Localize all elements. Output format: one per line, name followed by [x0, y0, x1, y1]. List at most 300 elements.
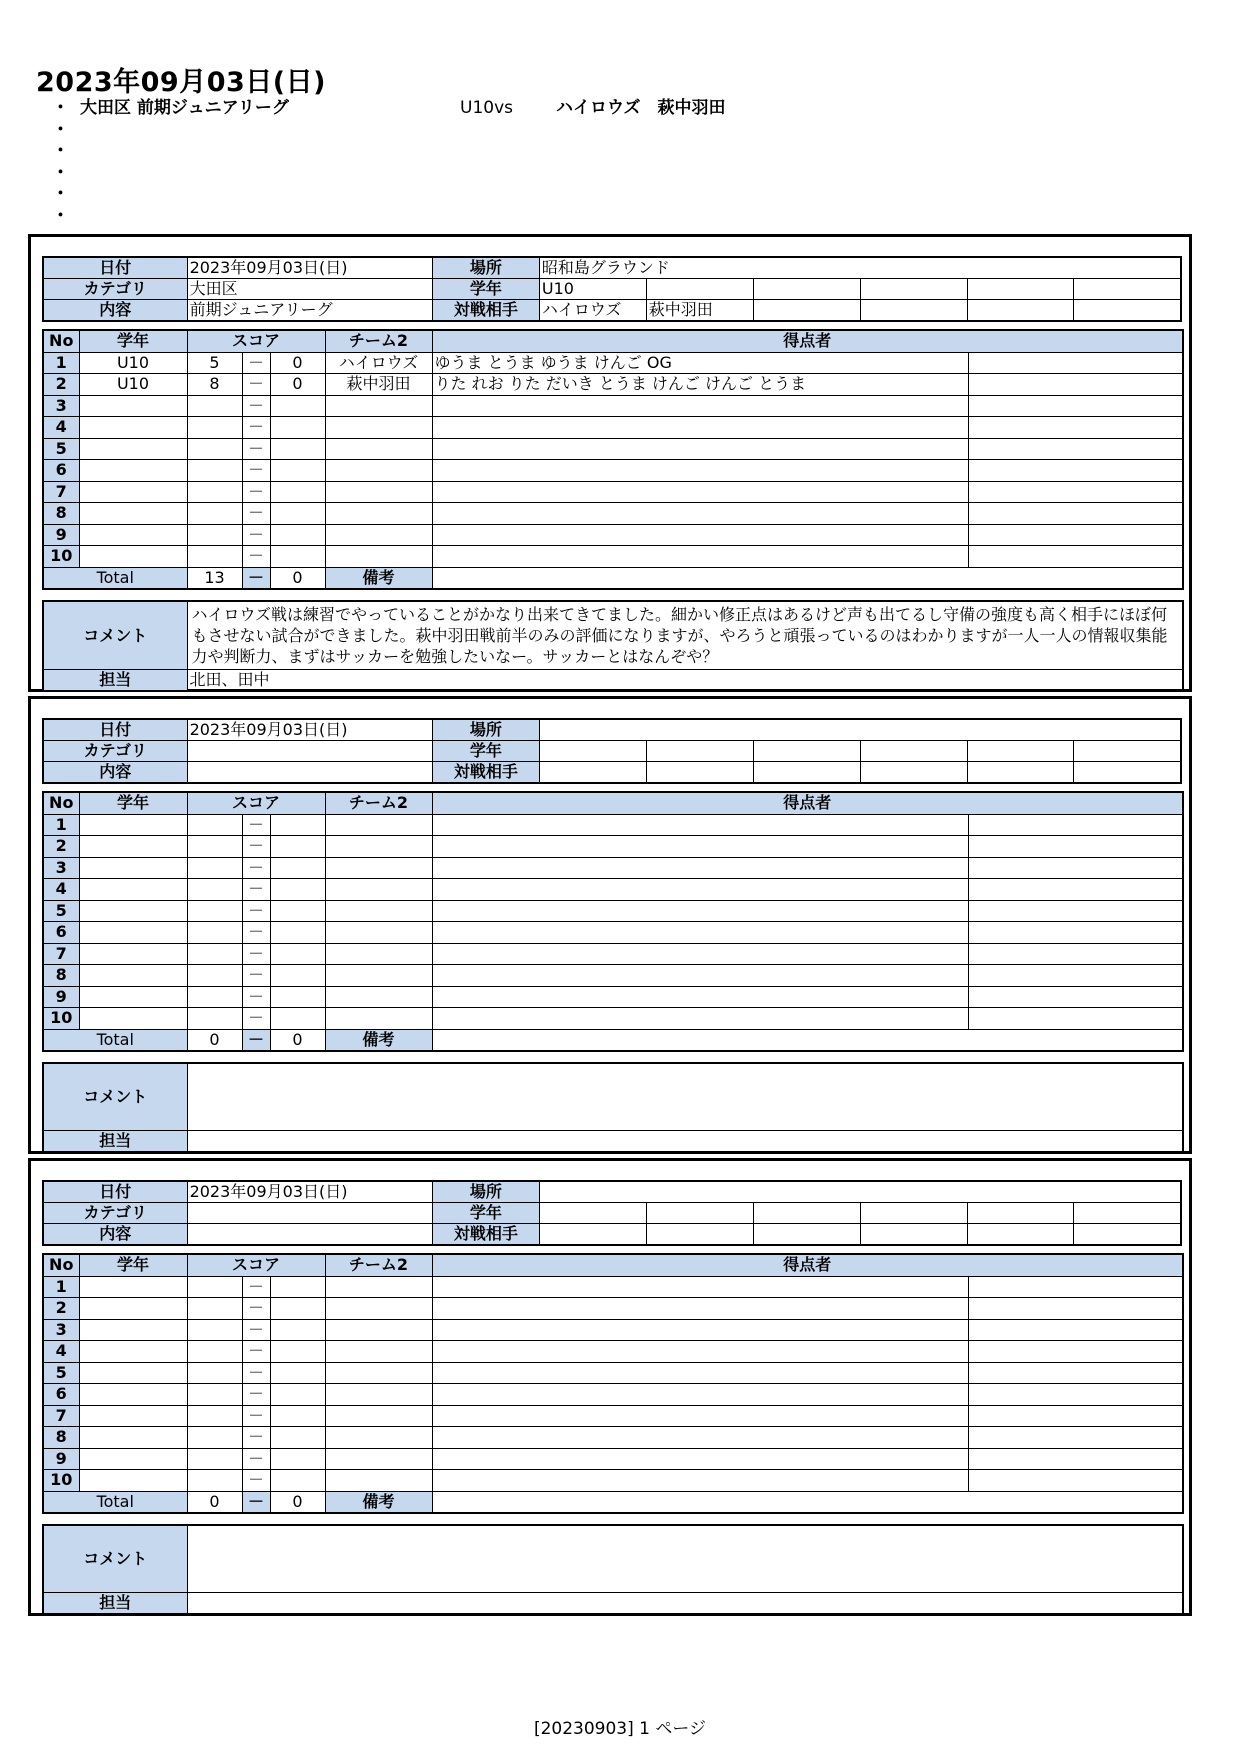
- row-no: 6: [43, 922, 79, 944]
- row-score-away[interactable]: [270, 1298, 325, 1320]
- row-grade[interactable]: [79, 922, 187, 944]
- opponent-cell[interactable]: [1074, 1224, 1181, 1246]
- row-scorers-extra[interactable]: [968, 1276, 1183, 1298]
- table-row: [43, 1405, 1183, 1427]
- grade-value[interactable]: U10: [539, 279, 646, 300]
- row-score-dash: －: [242, 1405, 270, 1427]
- row-score-home[interactable]: [187, 1427, 242, 1449]
- comment-value[interactable]: [187, 1525, 1183, 1593]
- row-score-home[interactable]: [187, 943, 242, 965]
- row-score-away[interactable]: [270, 1448, 325, 1470]
- row-scorers[interactable]: りた れお りた だいき とうま けんご けんご とうま: [432, 374, 968, 396]
- table-row: [43, 1362, 1183, 1384]
- row-score-away[interactable]: [270, 1384, 325, 1406]
- row-grade[interactable]: [79, 438, 187, 460]
- row-scorers-extra[interactable]: [968, 395, 1183, 417]
- row-scorers-extra[interactable]: [968, 524, 1183, 546]
- row-score-home[interactable]: [187, 503, 242, 525]
- row-grade[interactable]: [79, 857, 187, 879]
- row-no: 5: [43, 1362, 79, 1384]
- grade-extra[interactable]: [860, 741, 967, 762]
- grade-extra[interactable]: [860, 1203, 967, 1224]
- category-label: カテゴリ: [43, 1203, 187, 1224]
- row-score-home[interactable]: [187, 417, 242, 439]
- opponent-cell[interactable]: ハイロウズ: [539, 300, 646, 322]
- row-score-away[interactable]: [270, 879, 325, 901]
- comment-value[interactable]: [187, 1063, 1183, 1131]
- row-score-dash: －: [242, 417, 270, 439]
- opponent-cell[interactable]: [860, 762, 967, 784]
- row-score-away[interactable]: [270, 986, 325, 1008]
- row-scorers-extra[interactable]: [968, 1362, 1183, 1384]
- row-no: 4: [43, 879, 79, 901]
- row-score-away[interactable]: [270, 438, 325, 460]
- row-score-home[interactable]: [187, 460, 242, 482]
- row-grade[interactable]: [79, 1319, 187, 1341]
- row-scorers-extra[interactable]: [968, 1448, 1183, 1470]
- place-value[interactable]: [539, 719, 1181, 741]
- row-no: 8: [43, 965, 79, 987]
- bullet: ・: [52, 141, 69, 161]
- row-scorers[interactable]: [432, 395, 968, 417]
- comment-table: [42, 1524, 1184, 1615]
- row-score-home[interactable]: [187, 1276, 242, 1298]
- row-score-away[interactable]: [270, 546, 325, 568]
- row-score-home[interactable]: 8: [187, 374, 242, 396]
- row-score-dash: －: [242, 1362, 270, 1384]
- table-row: [43, 943, 1183, 965]
- category-value[interactable]: 大田区: [187, 279, 432, 300]
- row-grade[interactable]: [79, 900, 187, 922]
- row-grade[interactable]: [79, 481, 187, 503]
- category-value[interactable]: [187, 1203, 432, 1224]
- row-team2[interactable]: [325, 1298, 432, 1320]
- row-team2[interactable]: [325, 1427, 432, 1449]
- row-score-dash: －: [242, 374, 270, 396]
- row-grade[interactable]: U10: [79, 352, 187, 374]
- row-team2[interactable]: [325, 417, 432, 439]
- row-score-home[interactable]: [187, 1448, 242, 1470]
- row-scorers[interactable]: [432, 1362, 968, 1384]
- row-score-dash: －: [242, 1341, 270, 1363]
- table-row: [43, 1448, 1183, 1470]
- opponent-cell[interactable]: [1074, 762, 1181, 784]
- row-scorers-extra[interactable]: [968, 900, 1183, 922]
- row-team2[interactable]: [325, 438, 432, 460]
- opponent-cell[interactable]: [860, 300, 967, 322]
- row-score-away[interactable]: [270, 814, 325, 836]
- row-team2[interactable]: [325, 879, 432, 901]
- row-score-home[interactable]: [187, 1008, 242, 1030]
- row-grade[interactable]: [79, 965, 187, 987]
- row-scorers-extra[interactable]: [968, 481, 1183, 503]
- row-score-away[interactable]: [270, 900, 325, 922]
- row-grade[interactable]: [79, 986, 187, 1008]
- row-team2[interactable]: [325, 481, 432, 503]
- row-score-home[interactable]: [187, 836, 242, 858]
- row-team2[interactable]: [325, 1470, 432, 1492]
- row-scorers-extra[interactable]: [968, 438, 1183, 460]
- row-scorers[interactable]: [432, 879, 968, 901]
- row-grade[interactable]: [79, 1008, 187, 1030]
- grade-extra[interactable]: [967, 1203, 1074, 1224]
- col-grade: 学年: [79, 330, 187, 352]
- row-scorers-extra[interactable]: [968, 1341, 1183, 1363]
- table-row: [43, 1319, 1183, 1341]
- row-score-home[interactable]: [187, 1470, 242, 1492]
- row-score-away[interactable]: [270, 1341, 325, 1363]
- total-label: Total: [43, 1491, 187, 1513]
- date-value[interactable]: 2023年09月03日(日): [187, 719, 432, 741]
- opponent-cell[interactable]: [753, 1224, 860, 1246]
- row-score-home[interactable]: [187, 1319, 242, 1341]
- staff-value[interactable]: [187, 1131, 1183, 1153]
- row-team2[interactable]: [325, 814, 432, 836]
- row-grade[interactable]: [79, 943, 187, 965]
- row-team2[interactable]: [325, 1448, 432, 1470]
- row-team2[interactable]: [325, 546, 432, 568]
- summary-vs: U10vs: [460, 98, 513, 118]
- col-no: No: [43, 1254, 79, 1276]
- grade-extra[interactable]: [646, 279, 753, 300]
- row-scorers-extra[interactable]: [968, 546, 1183, 568]
- opponent-cell[interactable]: [1074, 300, 1181, 322]
- row-team2[interactable]: [325, 395, 432, 417]
- row-score-away[interactable]: [270, 1470, 325, 1492]
- row-score-away[interactable]: [270, 1362, 325, 1384]
- row-score-away[interactable]: [270, 857, 325, 879]
- row-scorers[interactable]: [432, 1298, 968, 1320]
- row-grade[interactable]: [79, 1448, 187, 1470]
- row-team2[interactable]: [325, 1319, 432, 1341]
- row-score-home[interactable]: [187, 814, 242, 836]
- row-scorers-extra[interactable]: [968, 986, 1183, 1008]
- row-grade[interactable]: [79, 836, 187, 858]
- row-score-home[interactable]: [187, 1298, 242, 1320]
- row-score-home[interactable]: [187, 1405, 242, 1427]
- row-score-home[interactable]: [187, 1362, 242, 1384]
- opponent-cell[interactable]: [539, 762, 646, 784]
- row-score-away[interactable]: [270, 503, 325, 525]
- row-scorers[interactable]: [432, 1341, 968, 1363]
- row-scorers-extra[interactable]: [968, 1319, 1183, 1341]
- opponent-cell[interactable]: 萩中羽田: [646, 300, 753, 322]
- row-scorers-extra[interactable]: [968, 1298, 1183, 1320]
- row-team2[interactable]: [325, 1276, 432, 1298]
- staff-value[interactable]: [187, 1593, 1183, 1615]
- row-score-away[interactable]: [270, 1319, 325, 1341]
- row-score-home[interactable]: [187, 986, 242, 1008]
- row-grade[interactable]: [79, 1362, 187, 1384]
- row-score-away[interactable]: [270, 1276, 325, 1298]
- row-scorers[interactable]: [432, 546, 968, 568]
- row-team2[interactable]: [325, 943, 432, 965]
- row-scorers-extra[interactable]: [968, 943, 1183, 965]
- row-score-home[interactable]: [187, 900, 242, 922]
- row-no: 9: [43, 986, 79, 1008]
- row-scorers[interactable]: [432, 1405, 968, 1427]
- row-scorers[interactable]: [432, 1319, 968, 1341]
- content-value[interactable]: [187, 762, 432, 784]
- row-score-away[interactable]: [270, 481, 325, 503]
- row-team2[interactable]: [325, 965, 432, 987]
- grade-extra[interactable]: [860, 279, 967, 300]
- row-no: 2: [43, 1298, 79, 1320]
- total-dash: －: [242, 1029, 270, 1051]
- row-score-home[interactable]: 5: [187, 352, 242, 374]
- row-score-away[interactable]: [270, 417, 325, 439]
- row-grade[interactable]: [79, 1298, 187, 1320]
- opponent-cell[interactable]: [753, 300, 860, 322]
- row-scorers[interactable]: [432, 836, 968, 858]
- summary-line: [52, 120, 952, 142]
- opponent-cell[interactable]: [753, 762, 860, 784]
- row-score-home[interactable]: [187, 438, 242, 460]
- row-score-home[interactable]: [187, 524, 242, 546]
- row-no: 5: [43, 900, 79, 922]
- row-team2[interactable]: [325, 836, 432, 858]
- row-no: 1: [43, 1276, 79, 1298]
- row-grade[interactable]: [79, 1427, 187, 1449]
- row-grade[interactable]: [79, 395, 187, 417]
- match-info-table: [42, 718, 1182, 784]
- row-grade[interactable]: [79, 460, 187, 482]
- row-team2[interactable]: [325, 503, 432, 525]
- row-scorers-extra[interactable]: [968, 836, 1183, 858]
- content-value[interactable]: [187, 1224, 432, 1246]
- row-score-dash: －: [242, 524, 270, 546]
- row-grade[interactable]: [79, 524, 187, 546]
- row-team2[interactable]: [325, 1362, 432, 1384]
- table-row: [43, 395, 1183, 417]
- row-no: 10: [43, 1008, 79, 1030]
- row-score-away[interactable]: [270, 943, 325, 965]
- row-scorers[interactable]: [432, 943, 968, 965]
- row-scorers-extra[interactable]: [968, 922, 1183, 944]
- row-score-home[interactable]: [187, 1384, 242, 1406]
- row-team2[interactable]: [325, 460, 432, 482]
- row-scorers-extra[interactable]: [968, 857, 1183, 879]
- row-scorers-extra[interactable]: [968, 1427, 1183, 1449]
- row-scorers-extra[interactable]: [968, 1008, 1183, 1030]
- grade-extra[interactable]: [1074, 741, 1181, 762]
- row-scorers-extra[interactable]: [968, 1405, 1183, 1427]
- remarks-value[interactable]: [432, 567, 1183, 589]
- row-no: 6: [43, 460, 79, 482]
- grade-extra[interactable]: [646, 741, 753, 762]
- row-team2[interactable]: 萩中羽田: [325, 374, 432, 396]
- row-scorers[interactable]: [432, 460, 968, 482]
- row-scorers-extra[interactable]: [968, 879, 1183, 901]
- row-team2[interactable]: [325, 922, 432, 944]
- opponent-cell[interactable]: [967, 300, 1074, 322]
- row-team2[interactable]: [325, 1405, 432, 1427]
- remarks-value[interactable]: [432, 1029, 1183, 1051]
- row-scorers-extra[interactable]: [968, 417, 1183, 439]
- opponent-cell[interactable]: [967, 1224, 1074, 1246]
- opponent-cell[interactable]: [646, 762, 753, 784]
- row-grade[interactable]: [79, 814, 187, 836]
- row-team2[interactable]: [325, 900, 432, 922]
- place-value[interactable]: [539, 1181, 1181, 1203]
- row-score-home[interactable]: [187, 546, 242, 568]
- row-scorers[interactable]: [432, 1470, 968, 1492]
- grade-extra[interactable]: [1074, 279, 1181, 300]
- score-table: [42, 329, 1184, 590]
- row-scorers[interactable]: [432, 503, 968, 525]
- row-scorers[interactable]: ゆうま とうま ゆうま けんご OG: [432, 352, 968, 374]
- row-grade[interactable]: [79, 1276, 187, 1298]
- grade-extra[interactable]: [967, 741, 1074, 762]
- row-score-dash: －: [242, 1448, 270, 1470]
- opponent-cell[interactable]: [539, 1224, 646, 1246]
- row-team2[interactable]: [325, 524, 432, 546]
- row-grade[interactable]: [79, 417, 187, 439]
- info-row-date: [43, 1181, 1181, 1203]
- row-score-home[interactable]: [187, 481, 242, 503]
- row-grade[interactable]: [79, 1470, 187, 1492]
- row-score-away[interactable]: [270, 965, 325, 987]
- row-scorers[interactable]: [432, 1384, 968, 1406]
- row-no: 4: [43, 417, 79, 439]
- row-scorers[interactable]: [432, 481, 968, 503]
- row-no: 9: [43, 524, 79, 546]
- table-row: [43, 524, 1183, 546]
- row-scorers[interactable]: [432, 922, 968, 944]
- row-scorers-extra[interactable]: [968, 503, 1183, 525]
- row-score-away[interactable]: [270, 1405, 325, 1427]
- bullet: ・: [52, 98, 69, 118]
- row-score-away[interactable]: [270, 524, 325, 546]
- content-value[interactable]: 前期ジュニアリーグ: [187, 300, 432, 322]
- place-value[interactable]: 昭和島グラウンド: [539, 257, 1181, 279]
- row-scorers[interactable]: [432, 857, 968, 879]
- row-score-away[interactable]: [270, 836, 325, 858]
- row-scorers[interactable]: [432, 814, 968, 836]
- row-scorers[interactable]: [432, 986, 968, 1008]
- row-scorers-extra[interactable]: [968, 1470, 1183, 1492]
- row-score-away[interactable]: [270, 922, 325, 944]
- row-grade[interactable]: [79, 1405, 187, 1427]
- total-away: 0: [270, 1029, 325, 1051]
- row-scorers-extra[interactable]: [968, 965, 1183, 987]
- row-score-home[interactable]: [187, 395, 242, 417]
- total-home: 13: [187, 567, 242, 589]
- row-scorers-extra[interactable]: [968, 1384, 1183, 1406]
- row-score-home[interactable]: [187, 965, 242, 987]
- comment-table: [42, 1062, 1184, 1153]
- staff-value[interactable]: 北田、田中: [187, 670, 1183, 692]
- row-team2[interactable]: [325, 1384, 432, 1406]
- row-scorers[interactable]: [432, 417, 968, 439]
- match-info-table: [42, 1180, 1182, 1246]
- category-value[interactable]: [187, 741, 432, 762]
- staff-row: [43, 670, 1183, 692]
- grade-value[interactable]: [539, 741, 646, 762]
- row-scorers[interactable]: [432, 1448, 968, 1470]
- row-score-away[interactable]: [270, 1008, 325, 1030]
- date-value[interactable]: 2023年09月03日(日): [187, 1181, 432, 1203]
- grade-extra[interactable]: [1074, 1203, 1181, 1224]
- info-row-content: [43, 762, 1181, 784]
- row-no: 9: [43, 1448, 79, 1470]
- staff-row: [43, 1131, 1183, 1153]
- opponent-cell[interactable]: [646, 1224, 753, 1246]
- remarks-label: 備考: [325, 1491, 432, 1513]
- row-score-away[interactable]: [270, 395, 325, 417]
- row-scorers[interactable]: [432, 1427, 968, 1449]
- row-grade[interactable]: [79, 503, 187, 525]
- bullet: ・: [52, 162, 69, 183]
- grade-extra[interactable]: [646, 1203, 753, 1224]
- comment-value[interactable]: ハイロウズ戦は練習でやっていることがかなり出来てきてました。細かい修正点はあるけど声も出てるし守備の強度も高く相手にほぼ何もさせない試合ができました。萩中羽田戦前半のみの評価になりますが、やろうと頑張っているのはわかりますが一人一人の情報収集能力や判断力、まずはサッカーを勉強したいなー。サッカーとはなんぞや？: [187, 601, 1183, 670]
- row-team2[interactable]: [325, 1341, 432, 1363]
- row-grade[interactable]: [79, 879, 187, 901]
- row-scorers[interactable]: [432, 524, 968, 546]
- row-scorers-extra[interactable]: [968, 814, 1183, 836]
- row-team2[interactable]: [325, 857, 432, 879]
- row-score-home[interactable]: [187, 922, 242, 944]
- score-header-row: [43, 792, 1183, 814]
- date-value[interactable]: 2023年09月03日(日): [187, 257, 432, 279]
- row-scorers[interactable]: [432, 438, 968, 460]
- row-score-away[interactable]: 0: [270, 352, 325, 374]
- row-score-home[interactable]: [187, 857, 242, 879]
- row-team2[interactable]: ハイロウズ: [325, 352, 432, 374]
- grade-extra[interactable]: [753, 741, 860, 762]
- total-home: 0: [187, 1491, 242, 1513]
- row-grade[interactable]: [79, 1384, 187, 1406]
- row-score-home[interactable]: [187, 1341, 242, 1363]
- row-scorers-extra[interactable]: [968, 352, 1183, 374]
- info-row-category: [43, 279, 1181, 300]
- remarks-value[interactable]: [432, 1491, 1183, 1513]
- table-row: [43, 1008, 1183, 1030]
- row-team2[interactable]: [325, 986, 432, 1008]
- page-footer: [20230903] 1 ページ: [533, 1719, 707, 1739]
- row-score-away[interactable]: 0: [270, 374, 325, 396]
- row-grade[interactable]: U10: [79, 374, 187, 396]
- grade-extra[interactable]: [753, 1203, 860, 1224]
- row-scorers-extra[interactable]: [968, 460, 1183, 482]
- row-scorers[interactable]: [432, 965, 968, 987]
- row-score-away[interactable]: [270, 1427, 325, 1449]
- info-row-date: [43, 257, 1181, 279]
- comment-row: [43, 601, 1183, 670]
- grade-extra[interactable]: [967, 279, 1074, 300]
- row-scorers[interactable]: [432, 1008, 968, 1030]
- bullet: ・: [52, 205, 69, 226]
- row-grade[interactable]: [79, 1341, 187, 1363]
- row-score-away[interactable]: [270, 460, 325, 482]
- col-scorers: 得点者: [432, 330, 1183, 352]
- opponent-cell[interactable]: [860, 1224, 967, 1246]
- grade-extra[interactable]: [753, 279, 860, 300]
- row-score-home[interactable]: [187, 879, 242, 901]
- row-no: 1: [43, 352, 79, 374]
- row-score-dash: －: [242, 503, 270, 525]
- grade-label: 学年: [432, 1203, 539, 1224]
- row-grade[interactable]: [79, 546, 187, 568]
- grade-value[interactable]: [539, 1203, 646, 1224]
- opponent-cell[interactable]: [967, 762, 1074, 784]
- row-scorers[interactable]: [432, 900, 968, 922]
- row-no: 10: [43, 1470, 79, 1492]
- place-label: 場所: [432, 719, 539, 741]
- row-team2[interactable]: [325, 1008, 432, 1030]
- row-scorers-extra[interactable]: [968, 374, 1183, 396]
- row-scorers[interactable]: [432, 1276, 968, 1298]
